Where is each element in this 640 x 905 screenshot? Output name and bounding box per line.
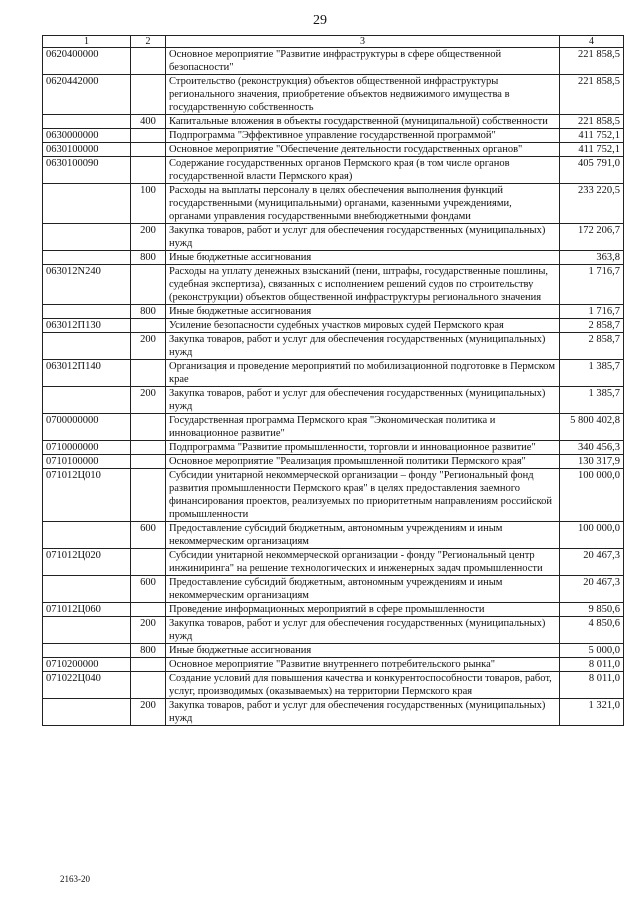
row-amount: 2 858,7 xyxy=(560,333,624,360)
row-amount: 2 858,7 xyxy=(560,319,624,333)
row-code: 063012П140 xyxy=(43,360,131,387)
table-row xyxy=(43,184,624,224)
row-expense-type: 800 xyxy=(131,644,166,658)
row-expense-type xyxy=(131,441,166,455)
header-col-4: 4 xyxy=(560,36,624,48)
table-row xyxy=(43,617,624,644)
row-amount: 1 385,7 xyxy=(560,387,624,414)
row-code: 071012Ц020 xyxy=(43,549,131,576)
row-amount: 9 850,6 xyxy=(560,603,624,617)
row-expense-type xyxy=(131,658,166,672)
row-description: Основное мероприятие "Реализация промышленной политики Пермского края" xyxy=(166,455,560,469)
row-description: Проведение информационных мероприятий в сфере промышленности xyxy=(166,603,560,617)
row-amount: 4 850,6 xyxy=(560,617,624,644)
row-expense-type xyxy=(131,455,166,469)
table-row xyxy=(43,157,624,184)
table-row xyxy=(43,455,624,469)
row-amount: 20 467,3 xyxy=(560,549,624,576)
row-code: 0710000000 xyxy=(43,441,131,455)
row-code xyxy=(43,522,131,549)
header-col-2: 2 xyxy=(131,36,166,48)
table-row xyxy=(43,333,624,360)
row-amount: 411 752,1 xyxy=(560,143,624,157)
row-expense-type: 200 xyxy=(131,699,166,726)
row-expense-type xyxy=(131,75,166,115)
row-expense-type xyxy=(131,129,166,143)
row-amount: 411 752,1 xyxy=(560,129,624,143)
row-description: Субсидии унитарной некоммерческой организации – фонду "Региональный фонд развития промышленности Пермского края" в целях предоставления заемного финансирования проектов, реализуемых по приоритетным направлениям российской промышленности xyxy=(166,469,560,522)
table-row xyxy=(43,469,624,522)
row-amount: 221 858,5 xyxy=(560,75,624,115)
row-expense-type xyxy=(131,603,166,617)
row-code: 0710200000 xyxy=(43,658,131,672)
row-expense-type xyxy=(131,265,166,305)
row-expense-type: 200 xyxy=(131,224,166,251)
row-code: 0710100000 xyxy=(43,455,131,469)
table-row xyxy=(43,319,624,333)
row-expense-type: 200 xyxy=(131,387,166,414)
row-code xyxy=(43,251,131,265)
row-expense-type: 800 xyxy=(131,305,166,319)
row-code xyxy=(43,617,131,644)
row-expense-type xyxy=(131,143,166,157)
row-description: Капитальные вложения в объекты государственной (муниципальной) собственности xyxy=(166,115,560,129)
row-expense-type xyxy=(131,48,166,75)
row-description: Организация и проведение мероприятий по мобилизационной подготовке в Пермском крае xyxy=(166,360,560,387)
row-code: 063012N240 xyxy=(43,265,131,305)
row-description: Подпрограмма "Развитие промышленности, торговли и инновационное развитие" xyxy=(166,441,560,455)
row-description: Расходы на уплату денежных взысканий (пени, штрафы, государственные пошлины, судебная экспертиза), связанных с исполнением решений судов по строительству (реконструкции) объектов общественной инфраструктуры регионального значения xyxy=(166,265,560,305)
header-col-3: 3 xyxy=(166,36,560,48)
row-amount: 233 220,5 xyxy=(560,184,624,224)
table-row xyxy=(43,115,624,129)
row-expense-type: 400 xyxy=(131,115,166,129)
row-code: 0630100000 xyxy=(43,143,131,157)
row-description: Закупка товаров, работ и услуг для обеспечения государственных (муниципальных) нужд xyxy=(166,617,560,644)
row-description: Основное мероприятие "Развитие инфраструктуры в сфере общественной безопасности" xyxy=(166,48,560,75)
table-row xyxy=(43,305,624,319)
table-row xyxy=(43,129,624,143)
table-row xyxy=(43,603,624,617)
row-code xyxy=(43,644,131,658)
row-expense-type xyxy=(131,469,166,522)
row-code xyxy=(43,184,131,224)
header-row xyxy=(43,36,624,48)
budget-table xyxy=(42,35,624,726)
header-col-1: 1 xyxy=(43,36,131,48)
row-amount: 100 000,0 xyxy=(560,469,624,522)
table-row xyxy=(43,576,624,603)
row-code: 071022Ц040 xyxy=(43,672,131,699)
row-expense-type: 200 xyxy=(131,333,166,360)
row-code: 0620400000 xyxy=(43,48,131,75)
row-amount: 1 716,7 xyxy=(560,265,624,305)
row-code: 0620442000 xyxy=(43,75,131,115)
row-expense-type xyxy=(131,672,166,699)
row-description: Закупка товаров, работ и услуг для обеспечения государственных (муниципальных) нужд xyxy=(166,699,560,726)
row-description: Закупка товаров, работ и услуг для обеспечения государственных (муниципальных) нужд xyxy=(166,333,560,360)
row-amount: 130 317,9 xyxy=(560,455,624,469)
row-expense-type xyxy=(131,414,166,441)
row-amount: 20 467,3 xyxy=(560,576,624,603)
row-amount: 1 385,7 xyxy=(560,360,624,387)
row-amount: 340 456,3 xyxy=(560,441,624,455)
row-description: Иные бюджетные ассигнования xyxy=(166,251,560,265)
page-number: 29 xyxy=(313,13,327,28)
table-row xyxy=(43,360,624,387)
row-amount: 172 206,7 xyxy=(560,224,624,251)
row-code xyxy=(43,387,131,414)
row-amount: 5 000,0 xyxy=(560,644,624,658)
table-row xyxy=(43,265,624,305)
table-row xyxy=(43,48,624,75)
table-row xyxy=(43,522,624,549)
row-amount: 405 791,0 xyxy=(560,157,624,184)
table-row xyxy=(43,75,624,115)
row-amount: 5 800 402,8 xyxy=(560,414,624,441)
table-row xyxy=(43,143,624,157)
row-expense-type xyxy=(131,360,166,387)
row-description: Основное мероприятие "Развитие внутреннего потребительского рынка" xyxy=(166,658,560,672)
row-expense-type: 200 xyxy=(131,617,166,644)
row-description: Закупка товаров, работ и услуг для обеспечения государственных (муниципальных) нужд xyxy=(166,387,560,414)
row-expense-type: 600 xyxy=(131,522,166,549)
table-row xyxy=(43,387,624,414)
row-amount: 1 716,7 xyxy=(560,305,624,319)
table-body xyxy=(43,48,624,726)
row-code xyxy=(43,305,131,319)
row-expense-type: 800 xyxy=(131,251,166,265)
table-header xyxy=(43,36,624,48)
row-expense-type: 600 xyxy=(131,576,166,603)
table-row xyxy=(43,672,624,699)
row-amount: 1 321,0 xyxy=(560,699,624,726)
row-expense-type xyxy=(131,549,166,576)
row-code: 071012Ц060 xyxy=(43,603,131,617)
row-code xyxy=(43,115,131,129)
table-row xyxy=(43,441,624,455)
row-expense-type xyxy=(131,319,166,333)
row-description: Закупка товаров, работ и услуг для обеспечения государственных (муниципальных) нужд xyxy=(166,224,560,251)
row-description: Субсидии унитарной некоммерческой организации - фонду "Региональный центр инжиниринга" на решение технологических и инженерных задач промышленности xyxy=(166,549,560,576)
row-amount: 8 011,0 xyxy=(560,658,624,672)
table-row xyxy=(43,224,624,251)
row-description: Государственная программа Пермского края "Экономическая политика и инновационное развитие" xyxy=(166,414,560,441)
row-expense-type: 100 xyxy=(131,184,166,224)
row-amount: 363,8 xyxy=(560,251,624,265)
row-description: Предоставление субсидий бюджетным, автономным учреждениям и иным некоммерческим организациям xyxy=(166,576,560,603)
row-description: Содержание государственных органов Пермского края (в том числе органов государственной власти Пермского края) xyxy=(166,157,560,184)
row-amount: 8 011,0 xyxy=(560,672,624,699)
row-code xyxy=(43,333,131,360)
row-description: Расходы на выплаты персоналу в целях обеспечения выполнения функций государственными (муниципальными) органами, казенными учреждениями, органами управления государственными внебюджетными фондами xyxy=(166,184,560,224)
table-row xyxy=(43,549,624,576)
row-code: 0630100090 xyxy=(43,157,131,184)
row-description: Подпрограмма "Эффективное управление государственной программой" xyxy=(166,129,560,143)
row-description: Иные бюджетные ассигнования xyxy=(166,644,560,658)
table-row xyxy=(43,658,624,672)
row-description: Предоставление субсидий бюджетным, автономным учреждениям и иным некоммерческим организациям xyxy=(166,522,560,549)
row-description: Иные бюджетные ассигнования xyxy=(166,305,560,319)
table-row xyxy=(43,699,624,726)
row-code: 0700000000 xyxy=(43,414,131,441)
footer-document-code: 2163-20 xyxy=(60,874,90,884)
row-code xyxy=(43,224,131,251)
row-code xyxy=(43,699,131,726)
row-description: Строительство (реконструкция) объектов общественной инфраструктуры регионального значения, приобретение объектов недвижимого имущества в государственную собственность xyxy=(166,75,560,115)
row-expense-type xyxy=(131,157,166,184)
row-code: 071012Ц010 xyxy=(43,469,131,522)
row-description: Основное мероприятие "Обеспечение деятельности государственных органов" xyxy=(166,143,560,157)
row-description: Создание условий для повышения качества и конкурентоспособности товаров, работ, услуг, производимых (оказываемых) на территории Пермского края xyxy=(166,672,560,699)
row-code: 0630000000 xyxy=(43,129,131,143)
table-row xyxy=(43,644,624,658)
row-amount: 221 858,5 xyxy=(560,48,624,75)
row-amount: 221 858,5 xyxy=(560,115,624,129)
row-code xyxy=(43,576,131,603)
row-code: 063012П130 xyxy=(43,319,131,333)
table-row xyxy=(43,414,624,441)
row-amount: 100 000,0 xyxy=(560,522,624,549)
row-description: Усиление безопасности судебных участков мировых судей Пермского края xyxy=(166,319,560,333)
table-row xyxy=(43,251,624,265)
